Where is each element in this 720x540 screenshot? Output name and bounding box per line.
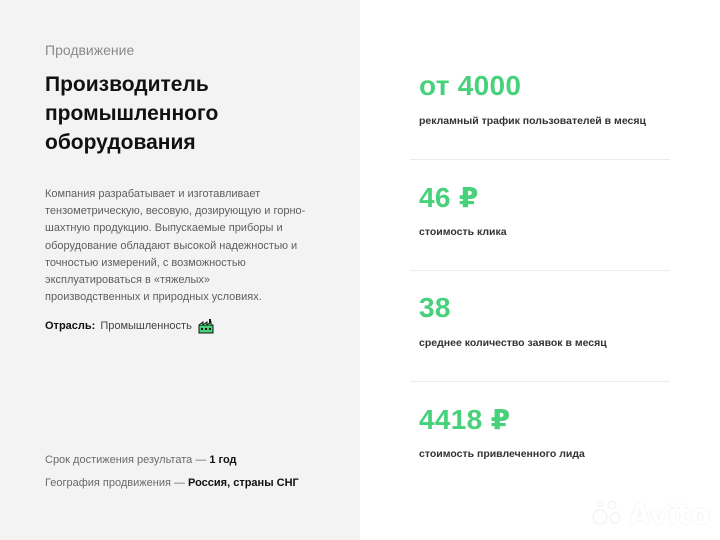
avito-watermark: [591, 497, 710, 532]
term-label: Срок достижения результата —: [45, 454, 210, 466]
tagline: Продвижение: [45, 42, 135, 58]
stat-leads-count: [410, 270, 670, 382]
stat-click-cost: [410, 159, 670, 271]
stat-value: 38: [419, 292, 451, 323]
geo-value: Россия, страны СНГ: [188, 477, 299, 489]
stat-caption: рекламный трафик пользователей в месяц: [419, 115, 646, 127]
stat-caption: стоимость клика: [419, 226, 507, 238]
term-value: 1 год: [209, 454, 237, 466]
stat-value: 46 ₽: [419, 182, 479, 213]
industry-row: [45, 318, 214, 334]
stat-value: 4418 ₽: [419, 404, 511, 435]
geo-label: География продвижения —: [45, 477, 189, 489]
watermark-text: Avito: [628, 498, 710, 531]
geo-row: [45, 477, 299, 489]
company-description: Компания разрабатывает и изготавливает тензометрическую, весовую, дозирующую и горно-шахтную продукцию. Выпускаемые приборы и оборудование обладают высокой надежностью и точностью измерений, с возможностью эксплуатироваться в «тяжелых» производственных и природных условиях.: [45, 188, 306, 304]
industry-label: Отрасль:: [45, 320, 96, 332]
stat-value: от 4000: [419, 70, 522, 101]
avito-logo-icon: [591, 497, 625, 532]
stat-lead-cost: [410, 381, 670, 492]
factory-icon: [198, 318, 214, 334]
stat-traffic: [410, 48, 670, 160]
stat-caption: стоимость привлеченного лида: [419, 448, 585, 460]
industry-value: Промышленность: [100, 320, 192, 332]
page-title: Производитель промышленного оборудования: [45, 73, 219, 154]
stat-caption: среднее количество заявок в месяц: [419, 337, 607, 349]
term-row: [45, 454, 237, 466]
